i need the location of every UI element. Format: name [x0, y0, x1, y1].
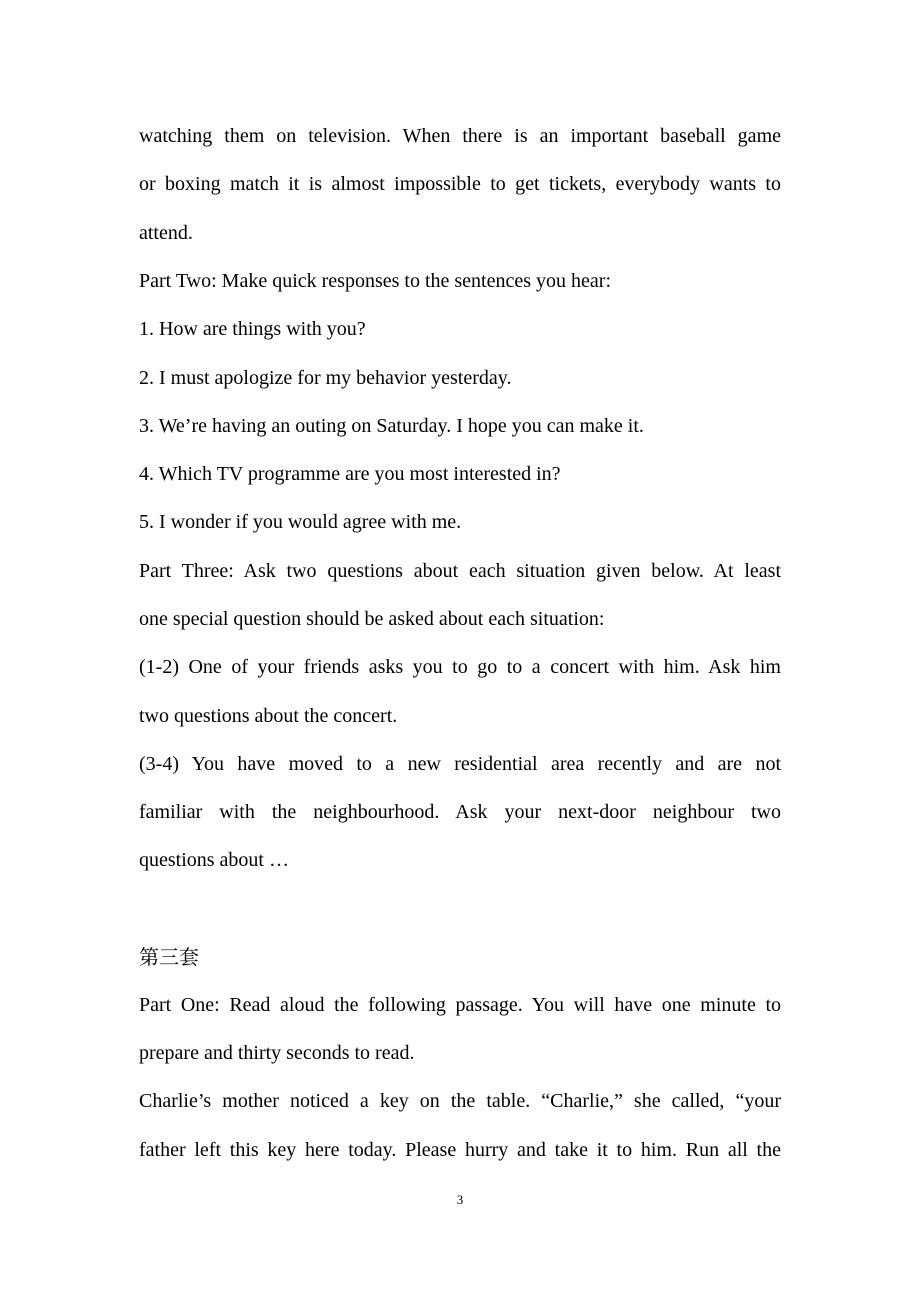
text-line: one special question should be asked about each situation:: [139, 608, 605, 630]
text-line: (1-2) One of your friends asks you to go to a concert with him. Ask him: [139, 656, 781, 678]
text-line: prepare and thirty seconds to read.: [139, 1042, 415, 1064]
text-line: father left this key here today. Please hurry and take it to him. Run all the: [139, 1139, 781, 1161]
text-line: two questions about the concert.: [139, 705, 398, 727]
text-line: Charlie’s mother noticed a key on the table. “Charlie,” she called, “your: [139, 1090, 781, 1112]
list-item: 2. I must apologize for my behavior yesterday.: [139, 367, 512, 389]
list-item: 3. We’re having an outing on Saturday. I hope you can make it.: [139, 415, 644, 437]
text-line: familiar with the neighbourhood. Ask your next-door neighbour two: [139, 801, 781, 823]
set-title: 第三套: [139, 945, 199, 969]
list-item: 5. I wonder if you would agree with me.: [139, 511, 462, 533]
section-heading: Part One: Read aloud the following passage. You will have one minute to: [139, 994, 781, 1016]
page-number: 3: [456, 1192, 464, 1207]
text-line: attend.: [139, 222, 193, 244]
list-item: 4. Which TV programme are you most interested in?: [139, 463, 561, 485]
section-heading: Part Three: Ask two questions about each situation given below. At least: [139, 560, 781, 582]
text-line: watching them on television. When there is an important baseball game: [139, 125, 781, 147]
text-line: or boxing match it is almost impossible to get tickets, everybody wants to: [139, 173, 781, 195]
list-item: 1. How are things with you?: [139, 318, 366, 340]
text-line: (3-4) You have moved to a new residential area recently and are not: [139, 753, 781, 775]
section-heading: Part Two: Make quick responses to the sentences you hear:: [139, 270, 612, 292]
text-line: questions about …: [139, 849, 289, 871]
